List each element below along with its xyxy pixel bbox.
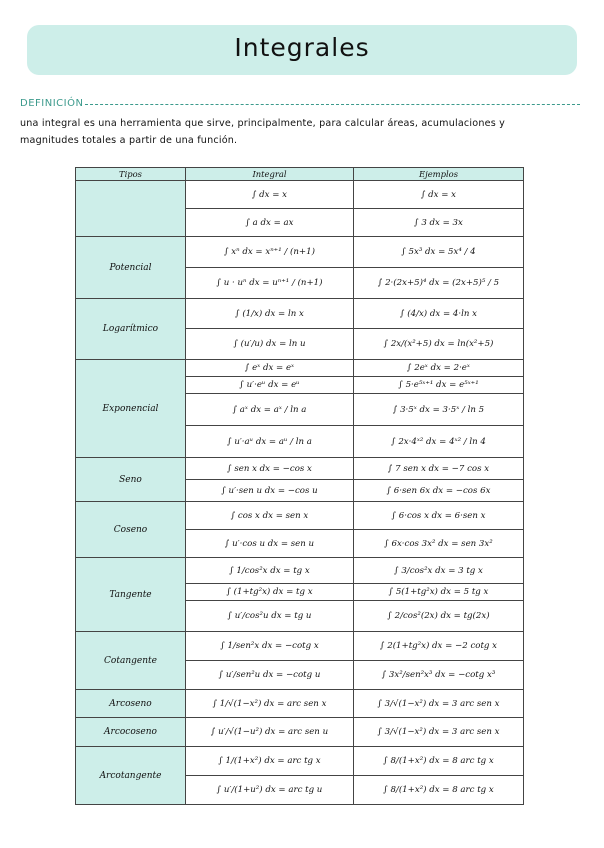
example-cell: ∫ 3 dx = 3x xyxy=(354,209,524,237)
integral-cell: ∫ u′·sen u dx = −cos u xyxy=(186,480,354,502)
integral-cell: ∫ 1/√(1−x²) dx = arc sen x xyxy=(186,690,354,718)
tipo-cell-coseno: Coseno xyxy=(76,502,186,558)
header-ejemplos: Ejemplos xyxy=(354,168,524,181)
integral-cell: ∫ u′·cos u dx = sen u xyxy=(186,530,354,558)
tipo-cell-arcocoseno: Arcocoseno xyxy=(76,718,186,747)
tipo-cell-logaritmico: Logarítmico xyxy=(76,299,186,360)
integral-cell: ∫ sen x dx = −cos x xyxy=(186,458,354,480)
example-cell: ∫ 2x·4ˣ² dx = 4ˣ² / ln 4 xyxy=(354,426,524,458)
integral-cell: ∫ a dx = ax xyxy=(186,209,354,237)
table-row xyxy=(76,558,524,584)
integral-cell: ∫ aˣ dx = aˣ / ln a xyxy=(186,394,354,426)
integral-cell: ∫ 1/sen²x dx = −cotg x xyxy=(186,632,354,661)
integral-cell: ∫ u′/sen²u dx = −cotg u xyxy=(186,661,354,690)
example-cell: ∫ 6·cos x dx = 6·sen x xyxy=(354,502,524,530)
tipo-cell-tangente: Tangente xyxy=(76,558,186,632)
example-cell: ∫ 8/(1+x²) dx = 8 arc tg x xyxy=(354,776,524,805)
table-row xyxy=(76,502,524,530)
table-row xyxy=(76,718,524,747)
example-cell: ∫ dx = x xyxy=(354,181,524,209)
integral-cell: ∫ xⁿ dx = xⁿ⁺¹ / (n+1) xyxy=(186,237,354,268)
integral-cell: ∫ dx = x xyxy=(186,181,354,209)
example-cell: ∫ 8/(1+x²) dx = 8 arc tg x xyxy=(354,747,524,776)
integral-cell: ∫ u′/(1+u²) dx = arc tg u xyxy=(186,776,354,805)
definition-text xyxy=(20,115,580,149)
table-row xyxy=(76,458,524,480)
tipo-cell-cotangente: Cotangente xyxy=(76,632,186,690)
table-row xyxy=(76,299,524,329)
example-cell: ∫ 7 sen x dx = −7 cos x xyxy=(354,458,524,480)
example-cell: ∫ (4/x) dx = 4·ln x xyxy=(354,299,524,329)
header-tipos: Tipos xyxy=(76,168,186,181)
example-cell: ∫ 3x²/sen²x³ dx = −cotg x³ xyxy=(354,661,524,690)
integral-cell: ∫ (1/x) dx = ln x xyxy=(186,299,354,329)
table-header-row xyxy=(76,168,524,181)
integral-cell: ∫ u′·aᵘ dx = aᵘ / ln a xyxy=(186,426,354,458)
example-cell: ∫ 5x³ dx = 5x⁴ / 4 xyxy=(354,237,524,268)
definition-line-1: una integral es una herramienta que sirve, principalmente, para calcular áreas, acumulaciones y xyxy=(20,118,506,129)
tipo-cell-potencial: Potencial xyxy=(76,237,186,299)
example-cell: ∫ 3·5ˣ dx = 3·5ˣ / ln 5 xyxy=(354,394,524,426)
definition-header xyxy=(20,96,580,110)
example-cell: ∫ 2(1+tg²x) dx = −2 cotg x xyxy=(354,632,524,661)
table-row xyxy=(76,747,524,776)
example-cell: ∫ 3/√(1−x²) dx = 3 arc sen x xyxy=(354,718,524,747)
table-row xyxy=(76,690,524,718)
table-row xyxy=(76,632,524,661)
integral-cell: ∫ u′/√(1−u²) dx = arc sen u xyxy=(186,718,354,747)
integral-cell: ∫ 1/(1+x²) dx = arc tg x xyxy=(186,747,354,776)
example-cell: ∫ 2eˣ dx = 2·eˣ xyxy=(354,360,524,377)
title-banner xyxy=(27,25,577,75)
definition-line-2: magnitudes totales a partir de una función. xyxy=(20,135,238,146)
tipo-cell-basic xyxy=(76,181,186,237)
tipo-cell-arcotangente: Arcotangente xyxy=(76,747,186,805)
page-title: Integrales xyxy=(234,33,370,62)
integral-cell: ∫ u′·eᵘ dx = eᵘ xyxy=(186,377,354,394)
table-row xyxy=(76,237,524,268)
example-cell: ∫ 6·sen 6x dx = −cos 6x xyxy=(354,480,524,502)
example-cell: ∫ 2/cos²(2x) dx = tg(2x) xyxy=(354,601,524,632)
table-row xyxy=(76,181,524,209)
example-cell: ∫ 2·(2x+5)⁴ dx = (2x+5)⁵ / 5 xyxy=(354,268,524,299)
integral-cell: ∫ (1+tg²x) dx = tg x xyxy=(186,584,354,601)
integral-cell: ∫ (u′/u) dx = ln u xyxy=(186,329,354,360)
tipo-cell-seno: Seno xyxy=(76,458,186,502)
integral-cell: ∫ eˣ dx = eˣ xyxy=(186,360,354,377)
integrals-table xyxy=(75,167,524,805)
example-cell: ∫ 5(1+tg²x) dx = 5 tg x xyxy=(354,584,524,601)
tipo-cell-arcoseno: Arcoseno xyxy=(76,690,186,718)
integral-cell: ∫ cos x dx = sen x xyxy=(186,502,354,530)
dashed-divider xyxy=(85,104,580,105)
definition-label: DEFINICIÓN xyxy=(20,97,84,109)
tipo-cell-exponencial: Exponencial xyxy=(76,360,186,458)
example-cell: ∫ 3/cos²x dx = 3 tg x xyxy=(354,558,524,584)
integral-cell: ∫ u · uⁿ dx = uⁿ⁺¹ / (n+1) xyxy=(186,268,354,299)
example-cell: ∫ 6x·cos 3x² dx = sen 3x² xyxy=(354,530,524,558)
integral-cell: ∫ u′/cos²u dx = tg u xyxy=(186,601,354,632)
example-cell: ∫ 5·e⁵ˣ⁺¹ dx = e⁵ˣ⁺¹ xyxy=(354,377,524,394)
example-cell: ∫ 3/√(1−x²) dx = 3 arc sen x xyxy=(354,690,524,718)
table-row xyxy=(76,360,524,377)
integral-cell: ∫ 1/cos²x dx = tg x xyxy=(186,558,354,584)
header-integral: Integral xyxy=(186,168,354,181)
example-cell: ∫ 2x/(x²+5) dx = ln(x²+5) xyxy=(354,329,524,360)
